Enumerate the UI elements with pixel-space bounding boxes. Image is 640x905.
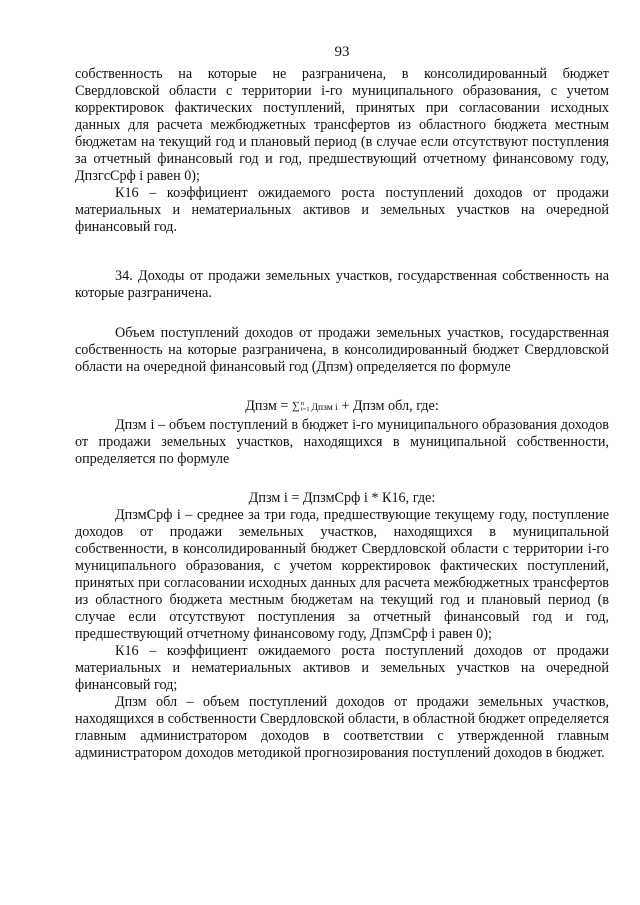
paragraph-continuation: собственность на которые не разграничена, в консолидированный бюджет Свердловской области с территории i-го муниципального образования, с учетом корректировок фактических поступлений, принятых при согласовании исходных данных для расчета межбюджетных трансфертов из областного бюджета местным бюджетам на текущий год и плановый период (в случае если отсутствуют поступления за отчетный финансовый год и год, предшествующий отчетному финансовому году, ДпзгсСрф i равен 0); [75, 66, 609, 184]
paragraph-k16-definition-2: К16 – коэффициент ожидаемого роста поступлений доходов от продажи материальных и нематериальных активов и земельных участков на очередной финансовый год; [75, 643, 609, 693]
document-body [75, 66, 609, 762]
sum-term: Дпзм i [311, 403, 338, 413]
section-heading-34: 34. Доходы от продажи земельных участков, государственная собственность на которые разграничена. [75, 268, 609, 301]
paragraph-dpzm-volume: Объем поступлений доходов от продажи земельных участков, государственная собственность на которые разграничена, в консолидированный бюджет Свердловской области на очередной финансовый год (Дпзм) определяется по формуле [75, 325, 609, 375]
formula-rest: + Дпзм обл, где: [337, 398, 439, 414]
paragraph-dpzm-obl-definition: Дпзм обл – объем поступлений доходов от продажи земельных участков, находящихся в собственности Свердловской области, в областной бюджет определяется главным администратором доходов в соответствии с утвержденной главным администратором доходов методикой прогнозирования поступлений доходов в бюджет. [75, 694, 609, 761]
sum-lower-limit: i=1 [300, 405, 310, 413]
formula-dpzm-sum [75, 398, 609, 417]
formula-dpzm-i: Дпзм i = ДпзмСрф i * К16, где: [248, 490, 436, 506]
sum-upper-limit: n [300, 399, 305, 407]
paragraph-dpzm-i-definition: Дпзм i – объем поступлений в бюджет i-го муниципального образования доходов от продажи земельных участков, находящихся в муниципальной собственности, определяется по формуле [75, 417, 609, 467]
paragraph-dpzmsrf-definition: ДпзмСрф i – среднее за три года, предшествующие текущему году, поступление доходов от продажи земельных участков, находящихся в муниципальной собственности, в консолидированный бюджет Свердловской области с территории i-го муниципального образования, с учетом корректировок фактических поступлений, принятых при согласовании исходных данных для расчета межбюджетных трансфертов из областного бюджета местным бюджетам на текущий год и плановый период (в случае если отсутствуют поступления за отчетный финансовый год и год, предшествующий отчетному финансовому году, ДпзмСрф i равен 0); [75, 507, 609, 642]
sum-limits [301, 401, 310, 413]
sum-symbol: ∑ [291, 400, 300, 412]
paragraph-k16-definition: К16 – коэффициент ожидаемого роста поступлений доходов от продажи материальных и нематериальных активов и земельных участков на очередной финансовый год. [75, 185, 609, 235]
formula-lhs: Дпзм = [245, 398, 292, 414]
document-page [75, 0, 609, 905]
page-number: 93 [334, 44, 350, 60]
